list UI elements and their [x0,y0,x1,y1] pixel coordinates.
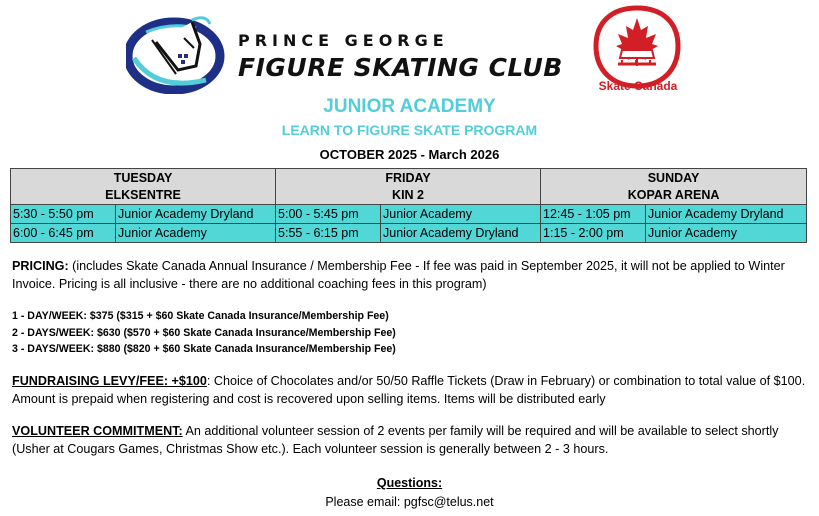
club-logo [126,14,228,94]
day-label: TUESDAY [113,170,173,185]
fundraising-heading: FUNDRAISING LEVY/FEE: +$100 [12,374,207,388]
pricing-paragraph [12,257,807,293]
session-cell: Junior Academy Dryland [646,205,807,224]
volunteer-text: An additional volunteer session of 2 events per family will be required and will be available to select shortly (Usher at Cougars Games, Christmas Show etc.). Each volunteer session is generally between 2 - 3 hours. [12,424,779,456]
schedule-table [10,168,807,243]
venue-label: KOPAR ARENA [627,187,720,202]
price-item: 2 - DAYS/WEEK: $630 ($570 + $60 Skate Canada Insurance/Membership Fee) [12,326,396,339]
pricing-heading: PRICING: [12,259,69,273]
price-list [12,308,396,358]
venue-label: KIN 2 [392,187,424,202]
program-title: JUNIOR ACADEMY [323,96,496,117]
time-cell: 5:30 - 5:50 pm [11,205,116,224]
fundraising-paragraph [12,372,807,408]
volunteer-heading: VOLUNTEER COMMITMENT: [12,424,183,438]
table-row [11,205,807,224]
venue-label: ELKSENTRE [105,187,181,202]
session-cell: Junior Academy [646,224,807,243]
schedule-header-sunday [541,169,807,205]
skate-canada-label: Skate Canada [598,79,678,93]
contact-email: Please email: pgfsc@telus.net [325,495,494,509]
session-cell: Junior Academy Dryland [381,224,541,243]
session-cell: Junior Academy [116,224,276,243]
club-name-line1: PRINCE GEORGE [238,31,449,50]
club-name-line2: FIGURE SKATING CLUB [238,53,563,82]
schedule-header-tuesday [11,169,276,205]
time-cell: 1:15 - 2:00 pm [541,224,646,243]
program-dates: OCTOBER 2025 - March 2026 [319,147,500,162]
time-cell: 5:55 - 6:15 pm [276,224,381,243]
session-cell: Junior Academy Dryland [116,205,276,224]
club-name [238,32,563,82]
fundraising-text: : Choice of Chocolates and/or 50/50 Raffle Tickets (Draw in February) or combination to total value of $100. Amount is prepaid when registering and cost is recovered upon selling items. Items will be distributed early [12,374,806,406]
day-label: SUNDAY [647,170,700,185]
session-cell: Junior Academy [381,205,541,224]
price-item: 3 - DAYS/WEEK: $880 ($820 + $60 Skate Canada Insurance/Membership Fee) [12,343,396,355]
questions-heading: Questions: [376,476,443,490]
program-subtitle: LEARN TO FIGURE SKATE PROGRAM [281,122,538,138]
volunteer-paragraph [12,422,807,458]
schedule-header-row [11,169,807,205]
schedule-header-friday [276,169,541,205]
time-cell: 6:00 - 6:45 pm [11,224,116,243]
day-label: FRIDAY [385,170,431,185]
time-cell: 5:00 - 5:45 pm [276,205,381,224]
time-cell: 12:45 - 1:05 pm [541,205,646,224]
pricing-text: (includes Skate Canada Annual Insurance / Membership Fee - If fee was paid in September 2025, it will not be applied to Winter Invoice. Pricing is all inclusive - there are no additional coaching fees in this program) [12,259,785,291]
price-item: 1 - DAY/WEEK: $375 ($315 + $60 Skate Canada Insurance/Membership Fee) [12,310,389,322]
table-row [11,224,807,243]
